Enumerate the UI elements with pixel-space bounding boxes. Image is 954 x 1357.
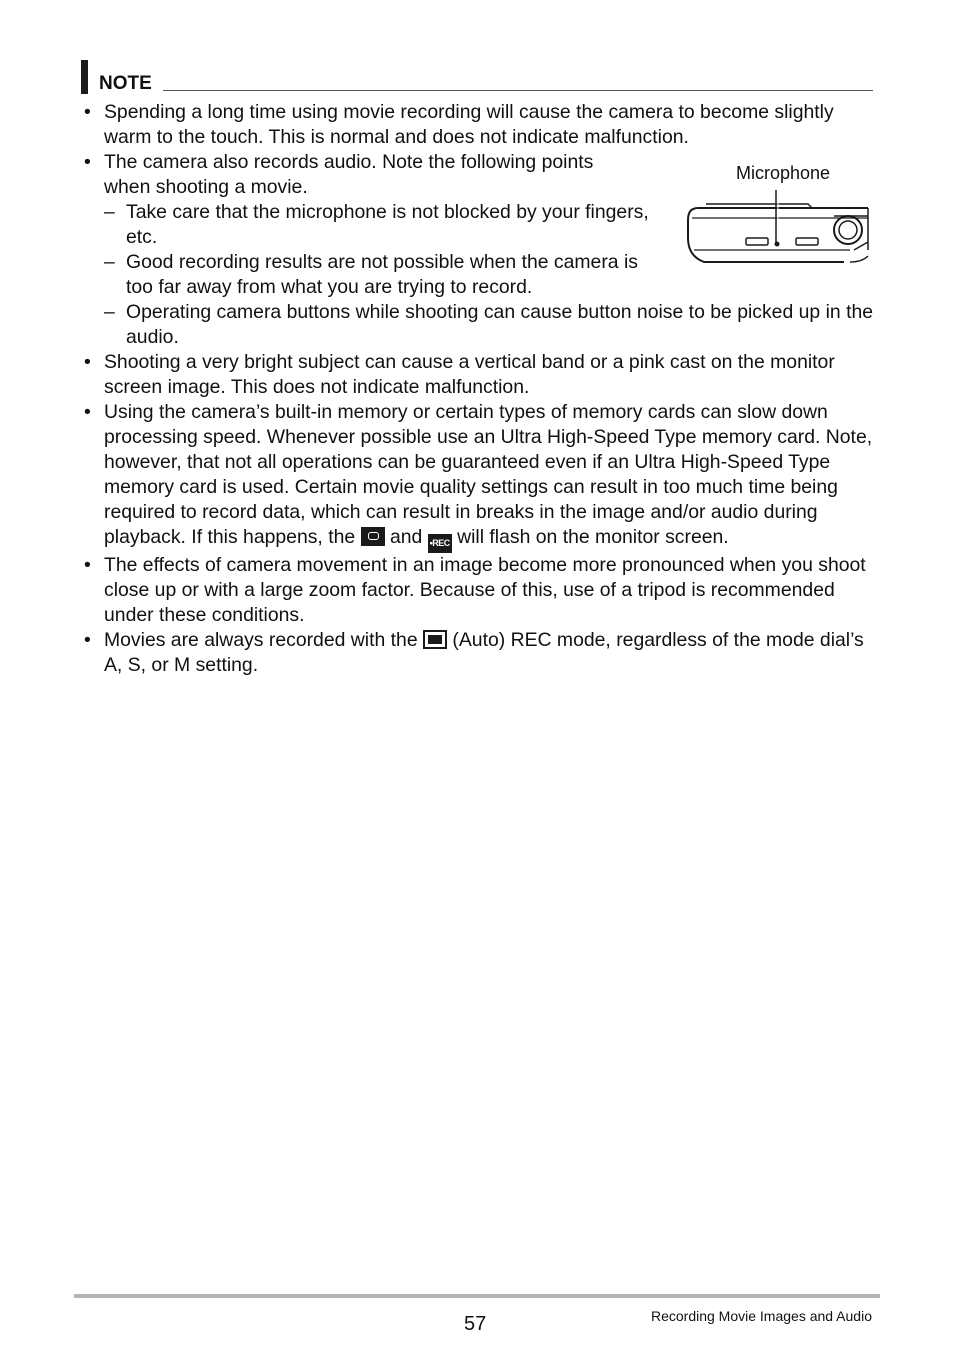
dash-symbol: – [104, 201, 115, 223]
bullet-text: and [384, 526, 428, 548]
auto-mode-icon [423, 630, 447, 649]
bullet-symbol: • [84, 351, 91, 373]
bullet-text: Spending a long time using movie recording will cause the camera to become slightly warm to the touch. This is normal and does not indicate malfunction. [104, 101, 834, 148]
bullet-symbol: • [84, 629, 91, 651]
note-title: NOTE [99, 73, 152, 94]
sub-item-text: Good recording results are not possible when the camera is too far away from what you are trying to record. [126, 251, 638, 298]
bullet-item [84, 628, 874, 678]
bullet-text: Shooting a very bright subject can cause a vertical band or a pink cast on the monitor screen image. This does not indicate malfunction. [104, 351, 835, 398]
footer-rule [74, 1294, 880, 1298]
bullet-symbol: • [84, 101, 91, 123]
note-bar [81, 60, 88, 94]
bullet-item [84, 400, 874, 553]
dash-symbol: – [104, 251, 115, 273]
sub-item [84, 250, 646, 300]
bullet-symbol: • [84, 554, 91, 576]
microphone-label: Microphone [736, 163, 831, 183]
bullet-text: will flash on the monitor screen. [451, 526, 729, 548]
note-content [84, 100, 874, 678]
bullet-item [84, 350, 874, 400]
bullet-symbol: • [84, 151, 91, 173]
bullet-text: Movies are always recorded with the [104, 629, 424, 651]
rec-icon: •REC [428, 534, 452, 553]
sub-item [84, 200, 666, 250]
sub-item [84, 300, 874, 350]
bullet-item [84, 150, 644, 200]
sub-item-text: Take care that the microphone is not blocked by your fingers, etc. [126, 201, 649, 248]
sub-item-text: Operating camera buttons while shooting can cause button noise to be picked up in the audio. [126, 301, 874, 348]
section-title: Recording Movie Images and Audio [650, 1308, 872, 1324]
bullet-item [84, 100, 874, 150]
note-header [81, 60, 873, 94]
bullet-text: The camera also records audio. Note the following points when shooting a movie. [104, 151, 594, 198]
note-rule [163, 90, 873, 91]
movie-camera-icon [361, 527, 385, 546]
dash-symbol: – [104, 301, 115, 323]
page-number: 57 [464, 1313, 487, 1335]
bullet-item [84, 553, 874, 628]
bullet-symbol: • [84, 401, 91, 423]
bullet-text: The effects of camera movement in an image become more pronounced when you shoot close up or with a large zoom factor. Because of this, use of a tripod is recommended under these conditions. [104, 554, 866, 626]
bullet-text: Using the camera’s built-in memory or certain types of memory cards can slow down processing speed. Whenever possible use an Ultra High-Speed Type memory card. Note, however, that not all operations can be guaranteed even if an Ultra High-Speed Type memory card is used. Certain movie quality settings can result in too much time being required to record data, which can result in breaks in the image and/or audio during playback. If this happens, the [104, 401, 873, 548]
bullet-text: (Auto) REC mode, regardless of the mode dial’s A, S, or M setting. [104, 629, 864, 676]
